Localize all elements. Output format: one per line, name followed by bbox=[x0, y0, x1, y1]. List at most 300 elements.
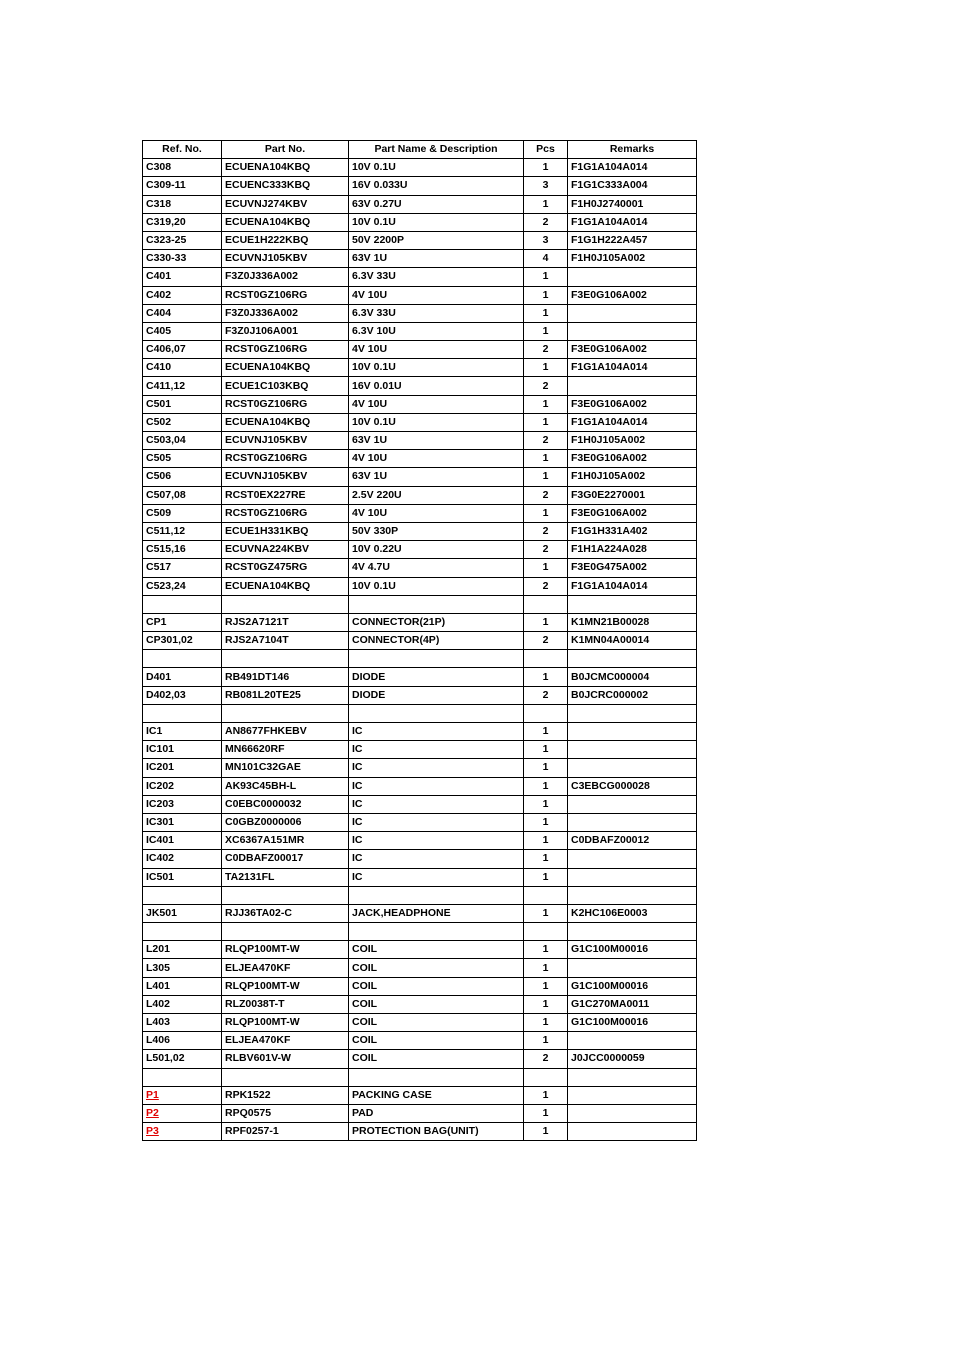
ref-no-cell: C318 bbox=[143, 195, 222, 213]
remarks-cell: F1H1A224A028 bbox=[568, 541, 697, 559]
part-no-cell: ECUE1H331KBQ bbox=[222, 522, 349, 540]
remarks-cell: J0JCC0000059 bbox=[568, 1050, 697, 1068]
ref-no-cell: C309-11 bbox=[143, 177, 222, 195]
pcs-cell: 3 bbox=[524, 231, 568, 249]
part-no-cell: MN101C32GAE bbox=[222, 759, 349, 777]
ref-no-cell: CP301,02 bbox=[143, 632, 222, 650]
pcs-cell: 1 bbox=[524, 1014, 568, 1032]
remarks-cell: F1H0J2740001 bbox=[568, 195, 697, 213]
description-cell: 10V 0.1U bbox=[349, 413, 524, 431]
table-row bbox=[143, 904, 697, 922]
pcs-cell: 2 bbox=[524, 486, 568, 504]
remarks-cell bbox=[568, 1068, 697, 1086]
table-row bbox=[143, 541, 697, 559]
col-header-ref-no: Ref. No. bbox=[143, 141, 222, 159]
description-cell: 50V 2200P bbox=[349, 231, 524, 249]
remarks-cell bbox=[568, 704, 697, 722]
remarks-cell: F3E0G106A002 bbox=[568, 450, 697, 468]
part-no-cell: ECUENA104KBQ bbox=[222, 159, 349, 177]
table-row bbox=[143, 777, 697, 795]
table-row bbox=[143, 977, 697, 995]
remarks-cell bbox=[568, 650, 697, 668]
part-no-cell: RCST0GZ475RG bbox=[222, 559, 349, 577]
table-row bbox=[143, 941, 697, 959]
ref-no-link[interactable]: P3 bbox=[146, 1125, 159, 1138]
remarks-cell: F3G0E2270001 bbox=[568, 486, 697, 504]
ref-no-cell: D402,03 bbox=[143, 686, 222, 704]
part-no-cell bbox=[222, 886, 349, 904]
pcs-cell: 1 bbox=[524, 322, 568, 340]
pcs-cell: 2 bbox=[524, 1050, 568, 1068]
description-cell: 10V 0.1U bbox=[349, 577, 524, 595]
table-row bbox=[143, 395, 697, 413]
part-no-cell: RJJ36TA02-C bbox=[222, 904, 349, 922]
table-row bbox=[143, 613, 697, 631]
table-row bbox=[143, 413, 697, 431]
table-row bbox=[143, 759, 697, 777]
ref-no-cell bbox=[143, 1068, 222, 1086]
pcs-cell: 1 bbox=[524, 504, 568, 522]
remarks-cell: F1G1A104A014 bbox=[568, 213, 697, 231]
remarks-cell: F3E0G106A002 bbox=[568, 286, 697, 304]
ref-no-cell: C506 bbox=[143, 468, 222, 486]
pcs-cell: 1 bbox=[524, 832, 568, 850]
part-no-cell bbox=[222, 1068, 349, 1086]
remarks-cell bbox=[568, 723, 697, 741]
pcs-cell: 1 bbox=[524, 941, 568, 959]
remarks-cell: G1C100M00016 bbox=[568, 977, 697, 995]
ref-no-cell: IC401 bbox=[143, 832, 222, 850]
pcs-cell: 1 bbox=[524, 777, 568, 795]
ref-no-cell: L201 bbox=[143, 941, 222, 959]
ref-no-cell: IC202 bbox=[143, 777, 222, 795]
description-cell: 10V 0.22U bbox=[349, 541, 524, 559]
ref-no-cell: C507,08 bbox=[143, 486, 222, 504]
description-cell: 4V 10U bbox=[349, 341, 524, 359]
table-row bbox=[143, 577, 697, 595]
ref-no-cell: C523,24 bbox=[143, 577, 222, 595]
description-cell: COIL bbox=[349, 1032, 524, 1050]
parts-list-table bbox=[142, 140, 697, 1141]
description-cell: COIL bbox=[349, 1050, 524, 1068]
part-no-cell: ECUVNJ274KBV bbox=[222, 195, 349, 213]
pcs-cell: 2 bbox=[524, 522, 568, 540]
part-no-cell: ECUENC333KBQ bbox=[222, 177, 349, 195]
part-no-cell: ECUENA104KBQ bbox=[222, 413, 349, 431]
remarks-cell bbox=[568, 759, 697, 777]
table-row bbox=[143, 923, 697, 941]
remarks-cell bbox=[568, 959, 697, 977]
ref-no-cell: C406,07 bbox=[143, 341, 222, 359]
table-row bbox=[143, 1050, 697, 1068]
description-cell: PACKING CASE bbox=[349, 1086, 524, 1104]
part-no-cell: RLZ0038T-T bbox=[222, 995, 349, 1013]
table-row bbox=[143, 359, 697, 377]
table-row bbox=[143, 177, 697, 195]
pcs-cell: 1 bbox=[524, 413, 568, 431]
part-no-cell: ELJEA470KF bbox=[222, 1032, 349, 1050]
ref-no-cell: C404 bbox=[143, 304, 222, 322]
description-cell: IC bbox=[349, 832, 524, 850]
table-row bbox=[143, 650, 697, 668]
description-cell bbox=[349, 886, 524, 904]
part-no-cell: RLQP100MT-W bbox=[222, 977, 349, 995]
table-row bbox=[143, 268, 697, 286]
table-row bbox=[143, 250, 697, 268]
pcs-cell bbox=[524, 886, 568, 904]
ref-no-cell bbox=[143, 886, 222, 904]
remarks-cell bbox=[568, 304, 697, 322]
remarks-cell: G1C270MA0011 bbox=[568, 995, 697, 1013]
ref-no-cell: C411,12 bbox=[143, 377, 222, 395]
table-row bbox=[143, 377, 697, 395]
remarks-cell: K1MN21B00028 bbox=[568, 613, 697, 631]
remarks-cell: F1G1H222A457 bbox=[568, 231, 697, 249]
pcs-cell: 1 bbox=[524, 995, 568, 1013]
ref-no-cell: IC101 bbox=[143, 741, 222, 759]
description-cell: 63V 1U bbox=[349, 468, 524, 486]
pcs-cell: 1 bbox=[524, 159, 568, 177]
remarks-cell bbox=[568, 868, 697, 886]
table-row bbox=[143, 559, 697, 577]
part-no-cell: AK93C45BH-L bbox=[222, 777, 349, 795]
table-row bbox=[143, 850, 697, 868]
remarks-cell: F3E0G106A002 bbox=[568, 504, 697, 522]
pcs-cell: 1 bbox=[524, 468, 568, 486]
pcs-cell: 2 bbox=[524, 541, 568, 559]
pcs-cell: 1 bbox=[524, 904, 568, 922]
pcs-cell: 2 bbox=[524, 377, 568, 395]
part-no-cell: RLBV601V-W bbox=[222, 1050, 349, 1068]
ref-no-cell: L501,02 bbox=[143, 1050, 222, 1068]
part-no-cell bbox=[222, 650, 349, 668]
pcs-cell: 1 bbox=[524, 395, 568, 413]
remarks-cell bbox=[568, 813, 697, 831]
description-cell: 4V 10U bbox=[349, 504, 524, 522]
pcs-cell: 1 bbox=[524, 304, 568, 322]
table-row bbox=[143, 286, 697, 304]
pcs-cell: 4 bbox=[524, 250, 568, 268]
ref-no-cell: C501 bbox=[143, 395, 222, 413]
col-header-pcs: Pcs bbox=[524, 141, 568, 159]
table-row bbox=[143, 1014, 697, 1032]
description-cell: 10V 0.1U bbox=[349, 359, 524, 377]
pcs-cell bbox=[524, 1068, 568, 1086]
remarks-cell: F1G1C333A004 bbox=[568, 177, 697, 195]
table-row bbox=[143, 486, 697, 504]
remarks-cell: F1G1A104A014 bbox=[568, 577, 697, 595]
table-row bbox=[143, 723, 697, 741]
table-row bbox=[143, 813, 697, 831]
part-no-cell bbox=[222, 595, 349, 613]
description-cell: COIL bbox=[349, 995, 524, 1013]
remarks-cell: F1H0J105A002 bbox=[568, 468, 697, 486]
col-header-remarks: Remarks bbox=[568, 141, 697, 159]
remarks-cell: B0JCRC000002 bbox=[568, 686, 697, 704]
pcs-cell: 2 bbox=[524, 341, 568, 359]
table-row bbox=[143, 231, 697, 249]
remarks-cell bbox=[568, 377, 697, 395]
description-cell: JACK,HEADPHONE bbox=[349, 904, 524, 922]
ref-no-cell: C511,12 bbox=[143, 522, 222, 540]
ref-no-cell: C509 bbox=[143, 504, 222, 522]
ref-no-cell: CP1 bbox=[143, 613, 222, 631]
ref-no-cell: L403 bbox=[143, 1014, 222, 1032]
part-no-cell: RCST0EX227RE bbox=[222, 486, 349, 504]
ref-no-cell: IC501 bbox=[143, 868, 222, 886]
part-no-cell: RCST0GZ106RG bbox=[222, 450, 349, 468]
part-no-cell: RLQP100MT-W bbox=[222, 941, 349, 959]
ref-no-cell: C505 bbox=[143, 450, 222, 468]
pcs-cell bbox=[524, 704, 568, 722]
pcs-cell: 3 bbox=[524, 177, 568, 195]
pcs-cell: 2 bbox=[524, 632, 568, 650]
ref-no-cell bbox=[143, 923, 222, 941]
remarks-cell: G1C100M00016 bbox=[568, 941, 697, 959]
part-no-cell: RB081L20TE25 bbox=[222, 686, 349, 704]
table-body bbox=[143, 159, 697, 1141]
pcs-cell: 1 bbox=[524, 613, 568, 631]
remarks-cell: F3E0G106A002 bbox=[568, 395, 697, 413]
description-cell: PAD bbox=[349, 1104, 524, 1122]
table-row bbox=[143, 959, 697, 977]
part-no-cell: AN8677FHKEBV bbox=[222, 723, 349, 741]
description-cell: 4V 4.7U bbox=[349, 559, 524, 577]
part-no-cell bbox=[222, 923, 349, 941]
pcs-cell bbox=[524, 650, 568, 668]
remarks-cell bbox=[568, 923, 697, 941]
ref-no-cell: C323-25 bbox=[143, 231, 222, 249]
description-cell: 2.5V 220U bbox=[349, 486, 524, 504]
part-no-cell: F3Z0J336A002 bbox=[222, 304, 349, 322]
remarks-cell: F1H0J105A002 bbox=[568, 250, 697, 268]
pcs-cell: 1 bbox=[524, 359, 568, 377]
description-cell: CONNECTOR(21P) bbox=[349, 613, 524, 631]
ref-no-cell: C330-33 bbox=[143, 250, 222, 268]
ref-no-cell: IC1 bbox=[143, 723, 222, 741]
pcs-cell: 1 bbox=[524, 268, 568, 286]
ref-no-cell: C405 bbox=[143, 322, 222, 340]
description-cell: 63V 1U bbox=[349, 250, 524, 268]
table-row bbox=[143, 1086, 697, 1104]
pcs-cell: 1 bbox=[524, 723, 568, 741]
description-cell: COIL bbox=[349, 941, 524, 959]
col-header-part-no: Part No. bbox=[222, 141, 349, 159]
col-header-description: Part Name & Description bbox=[349, 141, 524, 159]
ref-no-cell: L402 bbox=[143, 995, 222, 1013]
part-no-cell: ECUVNJ105KBV bbox=[222, 432, 349, 450]
remarks-cell bbox=[568, 1032, 697, 1050]
ref-no-cell: C503,04 bbox=[143, 432, 222, 450]
pcs-cell bbox=[524, 923, 568, 941]
ref-no-cell: C517 bbox=[143, 559, 222, 577]
pcs-cell: 1 bbox=[524, 450, 568, 468]
ref-no-link[interactable]: P2 bbox=[146, 1107, 159, 1120]
table-row bbox=[143, 213, 697, 231]
ref-no-cell: C401 bbox=[143, 268, 222, 286]
description-cell: DIODE bbox=[349, 686, 524, 704]
description-cell: IC bbox=[349, 759, 524, 777]
part-no-cell bbox=[222, 704, 349, 722]
pcs-cell: 1 bbox=[524, 1086, 568, 1104]
description-cell: 6.3V 33U bbox=[349, 304, 524, 322]
pcs-cell: 1 bbox=[524, 759, 568, 777]
ref-no-cell: C319,20 bbox=[143, 213, 222, 231]
pcs-cell: 1 bbox=[524, 1104, 568, 1122]
part-no-cell: ECUVNJ105KBV bbox=[222, 468, 349, 486]
table-row bbox=[143, 868, 697, 886]
description-cell: 63V 0.27U bbox=[349, 195, 524, 213]
pcs-cell: 1 bbox=[524, 195, 568, 213]
table-row bbox=[143, 159, 697, 177]
part-no-cell: ELJEA470KF bbox=[222, 959, 349, 977]
part-no-cell: ECUVNJ105KBV bbox=[222, 250, 349, 268]
part-no-cell: RJS2A7104T bbox=[222, 632, 349, 650]
ref-no-cell: C515,16 bbox=[143, 541, 222, 559]
table-row bbox=[143, 1123, 697, 1141]
remarks-cell: F1G1H331A402 bbox=[568, 522, 697, 540]
description-cell: 16V 0.01U bbox=[349, 377, 524, 395]
pcs-cell: 2 bbox=[524, 213, 568, 231]
ref-no-cell: C410 bbox=[143, 359, 222, 377]
description-cell: COIL bbox=[349, 959, 524, 977]
ref-no-cell: L305 bbox=[143, 959, 222, 977]
part-no-cell: MN66620RF bbox=[222, 741, 349, 759]
ref-no-cell: IC201 bbox=[143, 759, 222, 777]
ref-no-link[interactable]: P1 bbox=[146, 1088, 159, 1101]
description-cell: IC bbox=[349, 850, 524, 868]
part-no-cell: XC6367A151MR bbox=[222, 832, 349, 850]
pcs-cell: 1 bbox=[524, 813, 568, 831]
remarks-cell: F1G1A104A014 bbox=[568, 359, 697, 377]
remarks-cell: F1G1A104A014 bbox=[568, 159, 697, 177]
pcs-cell: 1 bbox=[524, 850, 568, 868]
remarks-cell bbox=[568, 1086, 697, 1104]
remarks-cell bbox=[568, 268, 697, 286]
remarks-cell bbox=[568, 1123, 697, 1141]
description-cell: 10V 0.1U bbox=[349, 159, 524, 177]
pcs-cell: 2 bbox=[524, 577, 568, 595]
remarks-cell bbox=[568, 850, 697, 868]
pcs-cell: 1 bbox=[524, 559, 568, 577]
description-cell bbox=[349, 704, 524, 722]
remarks-cell: B0JCMC000004 bbox=[568, 668, 697, 686]
table-row bbox=[143, 468, 697, 486]
description-cell: IC bbox=[349, 741, 524, 759]
description-cell: 6.3V 10U bbox=[349, 322, 524, 340]
table-row bbox=[143, 832, 697, 850]
description-cell: 10V 0.1U bbox=[349, 213, 524, 231]
description-cell bbox=[349, 595, 524, 613]
part-no-cell: TA2131FL bbox=[222, 868, 349, 886]
pcs-cell: 1 bbox=[524, 741, 568, 759]
remarks-cell: F3E0G475A002 bbox=[568, 559, 697, 577]
part-no-cell: ECUE1H222KBQ bbox=[222, 231, 349, 249]
ref-no-cell bbox=[143, 1086, 222, 1104]
ref-no-cell: L401 bbox=[143, 977, 222, 995]
remarks-cell bbox=[568, 1104, 697, 1122]
pcs-cell: 1 bbox=[524, 1123, 568, 1141]
part-no-cell: ECUE1C103KBQ bbox=[222, 377, 349, 395]
ref-no-cell bbox=[143, 1123, 222, 1141]
description-cell: PROTECTION BAG(UNIT) bbox=[349, 1123, 524, 1141]
remarks-cell bbox=[568, 741, 697, 759]
remarks-cell: F1H0J105A002 bbox=[568, 432, 697, 450]
ref-no-cell bbox=[143, 595, 222, 613]
part-no-cell: RLQP100MT-W bbox=[222, 1014, 349, 1032]
remarks-cell bbox=[568, 595, 697, 613]
pcs-cell bbox=[524, 595, 568, 613]
ref-no-cell: IC301 bbox=[143, 813, 222, 831]
remarks-cell bbox=[568, 886, 697, 904]
part-no-cell: RB491DT146 bbox=[222, 668, 349, 686]
description-cell: COIL bbox=[349, 977, 524, 995]
pcs-cell: 1 bbox=[524, 668, 568, 686]
header-row bbox=[143, 141, 697, 159]
table-row bbox=[143, 632, 697, 650]
table-row bbox=[143, 595, 697, 613]
description-cell: IC bbox=[349, 795, 524, 813]
description-cell: COIL bbox=[349, 1014, 524, 1032]
remarks-cell: C3EBCG000028 bbox=[568, 777, 697, 795]
table-row bbox=[143, 322, 697, 340]
table-row bbox=[143, 432, 697, 450]
table-row bbox=[143, 1068, 697, 1086]
table-row bbox=[143, 886, 697, 904]
remarks-cell: K1MN04A00014 bbox=[568, 632, 697, 650]
table-row bbox=[143, 450, 697, 468]
part-no-cell: F3Z0J106A001 bbox=[222, 322, 349, 340]
ref-no-cell: JK501 bbox=[143, 904, 222, 922]
description-cell: IC bbox=[349, 868, 524, 886]
table-row bbox=[143, 1104, 697, 1122]
remarks-cell: F3E0G106A002 bbox=[568, 341, 697, 359]
part-no-cell: RCST0GZ106RG bbox=[222, 341, 349, 359]
part-no-cell: RPK1522 bbox=[222, 1086, 349, 1104]
ref-no-cell bbox=[143, 1104, 222, 1122]
description-cell bbox=[349, 923, 524, 941]
table-row bbox=[143, 741, 697, 759]
ref-no-cell: IC203 bbox=[143, 795, 222, 813]
description-cell: 4V 10U bbox=[349, 450, 524, 468]
table-row bbox=[143, 795, 697, 813]
description-cell: 6.3V 33U bbox=[349, 268, 524, 286]
part-no-cell: F3Z0J336A002 bbox=[222, 268, 349, 286]
part-no-cell: RCST0GZ106RG bbox=[222, 504, 349, 522]
table-row bbox=[143, 686, 697, 704]
part-no-cell: C0GBZ0000006 bbox=[222, 813, 349, 831]
part-no-cell: RJS2A7121T bbox=[222, 613, 349, 631]
table-row bbox=[143, 668, 697, 686]
table-row bbox=[143, 341, 697, 359]
ref-no-cell: C308 bbox=[143, 159, 222, 177]
ref-no-cell: C402 bbox=[143, 286, 222, 304]
description-cell: 16V 0.033U bbox=[349, 177, 524, 195]
remarks-cell: K2HC106E0003 bbox=[568, 904, 697, 922]
description-cell: 63V 1U bbox=[349, 432, 524, 450]
part-no-cell: ECUENA104KBQ bbox=[222, 359, 349, 377]
part-no-cell: RPQ0575 bbox=[222, 1104, 349, 1122]
description-cell: IC bbox=[349, 777, 524, 795]
part-no-cell: RCST0GZ106RG bbox=[222, 395, 349, 413]
description-cell: DIODE bbox=[349, 668, 524, 686]
pcs-cell: 1 bbox=[524, 1032, 568, 1050]
description-cell: CONNECTOR(4P) bbox=[349, 632, 524, 650]
table-row bbox=[143, 304, 697, 322]
ref-no-cell: D401 bbox=[143, 668, 222, 686]
table-row bbox=[143, 1032, 697, 1050]
ref-no-cell: C502 bbox=[143, 413, 222, 431]
